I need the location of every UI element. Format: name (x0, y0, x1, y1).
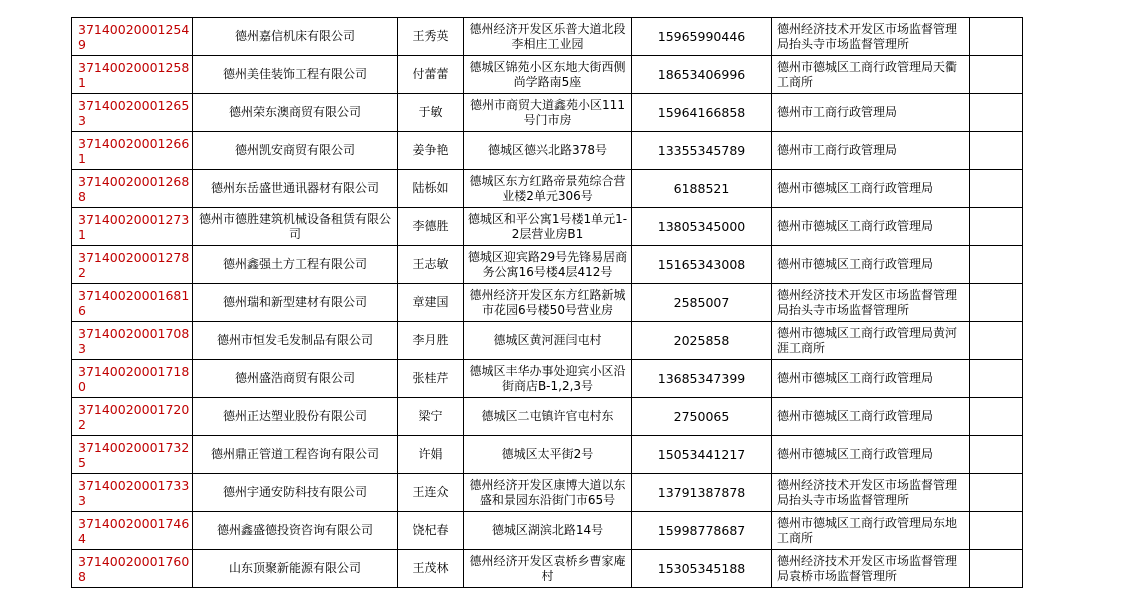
empty-cell (970, 436, 1023, 474)
company-name-cell: 德州凯安商贸有限公司 (193, 132, 398, 170)
registration-authority-cell: 德州经济技术开发区市场监督管理局抬头寺市场监督管理所 (772, 284, 970, 322)
registration-number-cell: 371400200017202 (72, 398, 193, 436)
empty-cell (970, 474, 1023, 512)
company-name-cell: 德州东岳盛世通讯器材有限公司 (193, 170, 398, 208)
address-cell: 德城区太平街2号 (464, 436, 632, 474)
company-name-cell: 德州鑫强土方工程有限公司 (193, 246, 398, 284)
registration-number-cell: 371400200017083 (72, 322, 193, 360)
legal-representative-cell: 王志敏 (398, 246, 464, 284)
phone-cell: 13685347399 (632, 360, 772, 398)
registration-number-cell: 371400200017333 (72, 474, 193, 512)
registration-number-cell: 371400200012688 (72, 170, 193, 208)
table-row (72, 246, 1023, 284)
company-name-cell: 德州荣东澳商贸有限公司 (193, 94, 398, 132)
enterprise-table (71, 17, 1023, 588)
company-name-cell: 德州嘉信机床有限公司 (193, 18, 398, 56)
empty-cell (970, 94, 1023, 132)
phone-cell: 2025858 (632, 322, 772, 360)
company-name-cell: 德州市德胜建筑机械设备租赁有限公司 (193, 208, 398, 246)
registration-authority-cell: 德州市德城区工商行政管理局 (772, 246, 970, 284)
registration-authority-cell: 德州市工商行政管理局 (772, 132, 970, 170)
registration-authority-cell: 德州市德城区工商行政管理局 (772, 170, 970, 208)
registration-authority-cell: 德州市德城区工商行政管理局黄河涯工商所 (772, 322, 970, 360)
empty-cell (970, 322, 1023, 360)
phone-cell: 15965990446 (632, 18, 772, 56)
registration-number-cell: 371400200012782 (72, 246, 193, 284)
table-body (72, 18, 1023, 588)
address-cell: 德州经济开发区乐普大道北段李相庄工业园 (464, 18, 632, 56)
phone-cell: 15964166858 (632, 94, 772, 132)
address-cell: 德城区黄河涯闫屯村 (464, 322, 632, 360)
empty-cell (970, 512, 1023, 550)
table-row (72, 208, 1023, 246)
table-row (72, 512, 1023, 550)
address-cell: 德州市商贸大道鑫苑小区111号门市房 (464, 94, 632, 132)
empty-cell (970, 18, 1023, 56)
legal-representative-cell: 姜争艳 (398, 132, 464, 170)
registration-number-cell: 371400200012549 (72, 18, 193, 56)
address-cell: 德城区锦苑小区东地大街西侧尚学路南5座 (464, 56, 632, 94)
empty-cell (970, 132, 1023, 170)
legal-representative-cell: 许娟 (398, 436, 464, 474)
address-cell: 德城区丰华办事处迎宾小区沿街商店B-1,2,3号 (464, 360, 632, 398)
company-name-cell: 德州盛浩商贸有限公司 (193, 360, 398, 398)
table-row (72, 170, 1023, 208)
phone-cell: 15998778687 (632, 512, 772, 550)
registration-number-cell: 371400200012581 (72, 56, 193, 94)
registration-authority-cell: 德州市德城区工商行政管理局 (772, 436, 970, 474)
legal-representative-cell: 梁宁 (398, 398, 464, 436)
phone-cell: 15165343008 (632, 246, 772, 284)
registration-number-cell: 371400200017608 (72, 550, 193, 588)
address-cell: 德州经济开发区康博大道以东盛和景园东沿街门市65号 (464, 474, 632, 512)
company-name-cell: 德州美佳装饰工程有限公司 (193, 56, 398, 94)
address-cell: 德城区东方红路帝景苑综合营业楼2单元306号 (464, 170, 632, 208)
registration-number-cell: 371400200012653 (72, 94, 193, 132)
company-name-cell: 德州鼎正管道工程咨询有限公司 (193, 436, 398, 474)
empty-cell (970, 170, 1023, 208)
phone-cell: 13805345000 (632, 208, 772, 246)
phone-cell: 6188521 (632, 170, 772, 208)
empty-cell (970, 246, 1023, 284)
address-cell: 德城区湖滨北路14号 (464, 512, 632, 550)
table-row (72, 56, 1023, 94)
legal-representative-cell: 李德胜 (398, 208, 464, 246)
address-cell: 德州经济开发区东方红路新城市花园6号楼50号营业房 (464, 284, 632, 322)
legal-representative-cell: 张桂芹 (398, 360, 464, 398)
company-name-cell: 山东顶聚新能源有限公司 (193, 550, 398, 588)
empty-cell (970, 360, 1023, 398)
company-name-cell: 德州市恒发毛发制品有限公司 (193, 322, 398, 360)
table-row (72, 360, 1023, 398)
table-row (72, 18, 1023, 56)
legal-representative-cell: 章建国 (398, 284, 464, 322)
legal-representative-cell: 王连众 (398, 474, 464, 512)
registration-number-cell: 371400200017180 (72, 360, 193, 398)
address-cell: 德城区迎宾路29号先锋易居商务公寓16号楼4层412号 (464, 246, 632, 284)
legal-representative-cell: 王秀英 (398, 18, 464, 56)
registration-authority-cell: 德州市德城区工商行政管理局天衢工商所 (772, 56, 970, 94)
registration-number-cell: 371400200017464 (72, 512, 193, 550)
registration-authority-cell: 德州经济技术开发区市场监督管理局袁桥市场监督管理所 (772, 550, 970, 588)
table-row (72, 132, 1023, 170)
registration-number-cell: 371400200017325 (72, 436, 193, 474)
phone-cell: 13355345789 (632, 132, 772, 170)
company-name-cell: 德州宇通安防科技有限公司 (193, 474, 398, 512)
registration-authority-cell: 德州经济技术开发区市场监督管理局抬头寺市场监督管理所 (772, 474, 970, 512)
phone-cell: 13791387878 (632, 474, 772, 512)
table-row (72, 474, 1023, 512)
registration-authority-cell: 德州经济技术开发区市场监督管理局抬头寺市场监督管理所 (772, 18, 970, 56)
address-cell: 德城区和平公寓1号楼1单元1-2层营业房B1 (464, 208, 632, 246)
legal-representative-cell: 陆栎如 (398, 170, 464, 208)
empty-cell (970, 56, 1023, 94)
empty-cell (970, 398, 1023, 436)
registration-number-cell: 371400200012731 (72, 208, 193, 246)
table-row (72, 322, 1023, 360)
legal-representative-cell: 王茂林 (398, 550, 464, 588)
empty-cell (970, 208, 1023, 246)
legal-representative-cell: 于敏 (398, 94, 464, 132)
phone-cell: 2585007 (632, 284, 772, 322)
registration-authority-cell: 德州市德城区工商行政管理局 (772, 398, 970, 436)
table-row (72, 398, 1023, 436)
phone-cell: 15305345188 (632, 550, 772, 588)
phone-cell: 18653406996 (632, 56, 772, 94)
empty-cell (970, 284, 1023, 322)
registration-authority-cell: 德州市德城区工商行政管理局东地工商所 (772, 512, 970, 550)
legal-representative-cell: 饶杞春 (398, 512, 464, 550)
company-name-cell: 德州正达塑业股份有限公司 (193, 398, 398, 436)
registration-number-cell: 371400200016816 (72, 284, 193, 322)
address-cell: 德州经济开发区袁桥乡曹家庵村 (464, 550, 632, 588)
address-cell: 德城区德兴北路378号 (464, 132, 632, 170)
registration-authority-cell: 德州市德城区工商行政管理局 (772, 360, 970, 398)
table-row (72, 94, 1023, 132)
legal-representative-cell: 李月胜 (398, 322, 464, 360)
table-row (72, 436, 1023, 474)
company-name-cell: 德州鑫盛德投资咨询有限公司 (193, 512, 398, 550)
company-name-cell: 德州瑞和新型建材有限公司 (193, 284, 398, 322)
address-cell: 德城区二屯镇许官屯村东 (464, 398, 632, 436)
phone-cell: 15053441217 (632, 436, 772, 474)
registration-authority-cell: 德州市德城区工商行政管理局 (772, 208, 970, 246)
registration-authority-cell: 德州市工商行政管理局 (772, 94, 970, 132)
empty-cell (970, 550, 1023, 588)
phone-cell: 2750065 (632, 398, 772, 436)
table-row (72, 550, 1023, 588)
legal-representative-cell: 付蕾蕾 (398, 56, 464, 94)
registration-number-cell: 371400200012661 (72, 132, 193, 170)
table-row (72, 284, 1023, 322)
